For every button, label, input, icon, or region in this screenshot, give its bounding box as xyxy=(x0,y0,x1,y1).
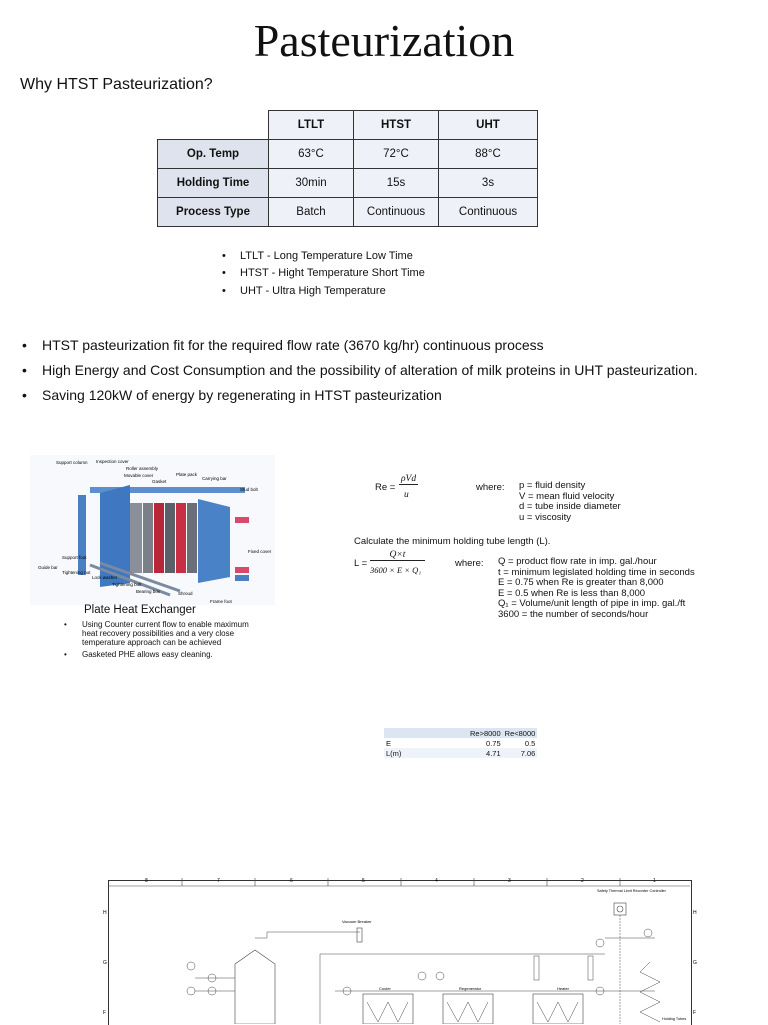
table-header-row xyxy=(158,111,538,140)
grid-col-label: 3 xyxy=(508,878,511,884)
re-formula-lhs: Re = xyxy=(375,482,396,493)
definition-line: Q = product flow rate in imp. gal./hour xyxy=(498,556,657,567)
table-row xyxy=(384,738,537,748)
bullet-item: • High Energy and Cost Consumption and the possibility of alteration of milk proteins in UHT pasteurization. xyxy=(22,362,698,378)
phe-label: Inspection cover xyxy=(96,459,129,464)
phe-label: Stud bolt xyxy=(240,487,258,492)
grid-col-label: 2 xyxy=(581,878,584,884)
diagram-label: Safety Thermal Limit Recorder Controller xyxy=(597,889,666,893)
grid-col-label: 5 xyxy=(362,878,365,884)
grid-row-label: F xyxy=(693,1010,697,1016)
phe-label: Gasket xyxy=(152,479,167,484)
grid-row-label: H xyxy=(103,910,107,916)
abbreviation-item: • HTST - Hight Temperature Short Time xyxy=(222,267,425,279)
table-cell: 3s xyxy=(439,169,538,198)
grid-col-label: 7 xyxy=(217,878,220,884)
re-denominator: u xyxy=(404,490,409,500)
subtitle: Why HTST Pasteurization? xyxy=(20,76,213,93)
table-row xyxy=(158,140,538,169)
table-cell: 88°C xyxy=(439,140,538,169)
table-cell: 0.75 xyxy=(486,738,501,748)
diagram-label: Regenerator xyxy=(459,986,482,991)
diagram-label: Cooler xyxy=(379,986,391,991)
grid-row-label: F xyxy=(103,1010,107,1016)
definition-line: t = minimum legislated holding time in seconds xyxy=(498,566,695,578)
table-row xyxy=(158,169,538,198)
definition-line: Q₁ = Volume/unit length of pipe in imp. gal./ft xyxy=(498,598,686,609)
definition-line: p = fluid density xyxy=(519,480,586,491)
grid-col-label: 8 xyxy=(145,878,148,884)
plate-heat-exchanger-image xyxy=(30,455,275,605)
phe-label: Bearing box xyxy=(136,589,161,594)
row-label: Op. Temp xyxy=(158,140,269,169)
table-header: LTLT xyxy=(269,111,354,140)
l-denominator: 3600 × E × Q₁ xyxy=(370,565,422,575)
table-row xyxy=(384,748,537,758)
bullet-text: Saving 120kW of energy by regenerating in HTST pasteurization xyxy=(42,387,442,403)
grid-row-label: G xyxy=(693,960,697,966)
phe-label: Lock washer xyxy=(92,575,118,580)
table-cell: L(m) xyxy=(386,748,402,758)
page-title: Pasteurization xyxy=(253,15,515,66)
abbreviation-item: • LTLT - Long Temperature Low Time xyxy=(222,250,413,262)
table-header: HTST xyxy=(354,111,439,140)
phe-label: Fixed cover xyxy=(248,549,272,554)
bullet-item: • Saving 120kW of energy by regenerating in HTST pasteurization xyxy=(22,387,442,403)
phe-label: Movable cover xyxy=(124,473,154,478)
grid-row-label: H xyxy=(693,910,697,916)
phe-note: • Gasketed PHE allows easy cleaning. xyxy=(64,650,254,659)
table-cell: Continuous xyxy=(439,198,538,227)
abbreviation-text: UHT - Ultra High Temperature xyxy=(240,285,386,297)
abbreviation-item: • UHT - Ultra High Temperature xyxy=(222,285,386,297)
table-header: Re<8000 xyxy=(504,728,536,738)
definition-line: u = viscosity xyxy=(519,511,572,523)
phe-label: Tightening nut xyxy=(62,570,91,575)
definition-line: d = tube inside diameter xyxy=(519,501,621,512)
where-label: where: xyxy=(455,558,484,569)
phe-note-text: Gasketed PHE allows easy cleaning. xyxy=(82,650,213,659)
table-row xyxy=(158,198,538,227)
table-cell: 72°C xyxy=(354,140,439,169)
diagram-label: Holding Tubes xyxy=(662,1017,687,1021)
bullet-item: • HTST pasteurization fit for the required flow rate (3670 kg/hr) continuous process xyxy=(22,337,544,353)
process-flow-drawing xyxy=(95,872,705,1024)
phe-label: Carrying bar xyxy=(202,476,227,481)
row-label: Process Type xyxy=(158,198,269,227)
diagram-label: Vacuum Breaker xyxy=(342,919,372,924)
phe-label: Guide bar xyxy=(38,565,58,570)
phe-label: Shroud xyxy=(178,591,193,596)
phe-note: • Using Counter current flow to enable maximum heat recovery possibilities and a very close temperature approach can be achieved xyxy=(64,620,254,647)
phe-note-text: Using Counter current flow to enable maximum heat recovery possibilities and a very close temperature approach can be achieved xyxy=(82,620,249,647)
table-cell: 63°C xyxy=(269,140,354,169)
table-cell: E xyxy=(386,738,392,748)
grid-col-label: 6 xyxy=(290,878,293,884)
phe-label: Tightening bolt xyxy=(112,582,142,587)
definition-line: V = mean fluid velocity xyxy=(519,490,615,502)
phe-label: Plate pack xyxy=(176,472,198,477)
calc-instruction: Calculate the minimum holding tube length (L). xyxy=(354,536,551,547)
grid-col-label: 1 xyxy=(653,878,656,884)
l-definitions xyxy=(498,557,695,620)
phe-label: Support foot xyxy=(62,555,87,560)
table-cell: Batch xyxy=(269,198,354,227)
re-definitions xyxy=(519,481,621,523)
table-cell: 15s xyxy=(354,169,439,198)
table-cell: 4.71 xyxy=(486,748,501,758)
l-formula-lhs: L = xyxy=(354,558,368,569)
row-label: Holding Time xyxy=(158,169,269,198)
table-header-row xyxy=(384,728,537,738)
table-header: UHT xyxy=(439,111,538,140)
grid-row-label: G xyxy=(103,960,107,966)
where-label: where: xyxy=(476,482,505,493)
table-cell: Continuous xyxy=(354,198,439,227)
holding-tube-table xyxy=(384,728,537,758)
definition-line: E = 0.5 when Re is less than 8,000 xyxy=(498,587,646,599)
l-numerator: Q×t xyxy=(370,550,425,561)
table-corner xyxy=(158,111,269,140)
table-header xyxy=(384,728,468,738)
abbreviation-text: HTST - Hight Temperature Short Time xyxy=(240,267,425,279)
table-cell: 0.5 xyxy=(524,738,536,748)
phe-label: Support column xyxy=(56,460,88,465)
table-cell: 7.06 xyxy=(520,748,536,758)
grid-col-label: 4 xyxy=(435,878,438,884)
phe-label: Frame foot xyxy=(210,599,232,604)
re-numerator: ρVd xyxy=(401,474,417,484)
bullet-text: HTST pasteurization fit for the required flow rate (3670 kg/hr) continuous process xyxy=(42,337,544,353)
definition-line: E = 0.75 when Re is greater than 8,000 xyxy=(498,577,664,588)
phe-label: Roller assembly xyxy=(126,466,159,471)
diagram-label: Heater xyxy=(557,986,570,991)
abbreviation-text: LTLT - Long Temperature Low Time xyxy=(240,250,413,262)
bullet-text: High Energy and Cost Consumption and the possibility of alteration of milk proteins in UHT pasteurization. xyxy=(42,362,698,378)
phe-caption: Plate Heat Exchanger xyxy=(84,604,196,616)
table-cell: 30min xyxy=(269,169,354,198)
comparison-table xyxy=(157,110,538,227)
table-header: Re>8000 xyxy=(470,728,501,738)
definition-line: 3600 = the number of seconds/hour xyxy=(498,608,649,620)
